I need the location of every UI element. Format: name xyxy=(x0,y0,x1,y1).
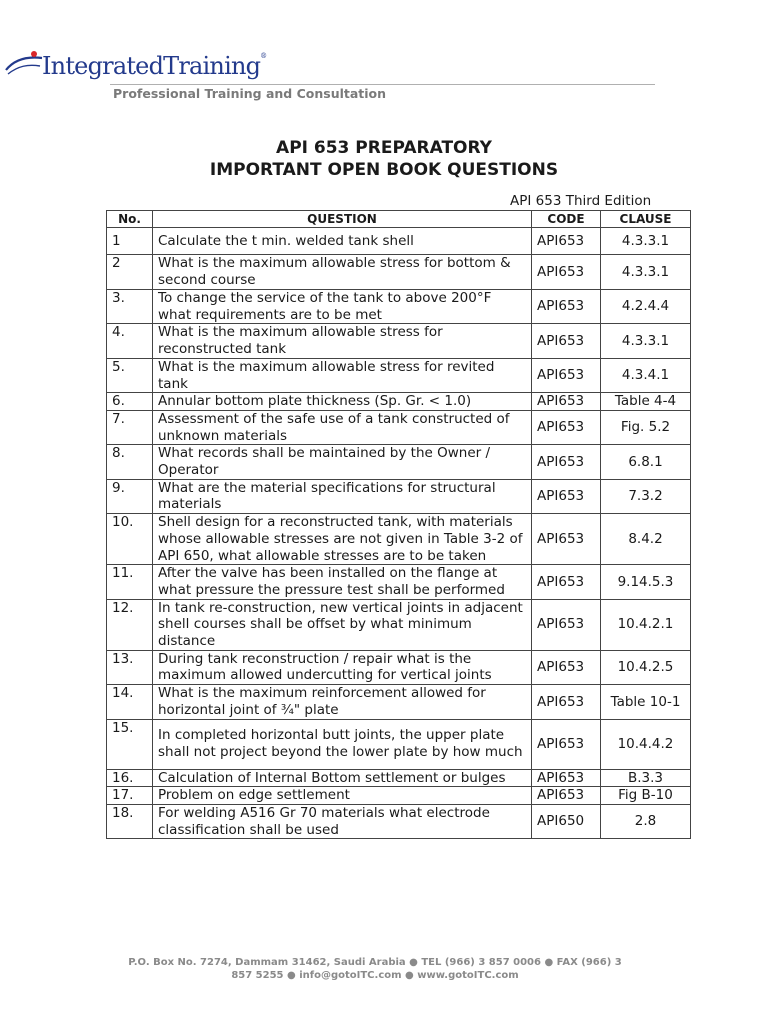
table-header-row xyxy=(107,211,691,228)
row-code: API653 xyxy=(532,393,601,411)
row-code: API653 xyxy=(532,228,601,255)
row-clause: 8.4.2 xyxy=(601,514,691,565)
header-code: CODE xyxy=(532,211,601,228)
row-clause: 4.3.3.1 xyxy=(601,324,691,358)
table-row xyxy=(107,804,691,838)
row-code: API650 xyxy=(532,804,601,838)
row-code: API653 xyxy=(532,599,601,650)
row-number: 7. xyxy=(107,410,153,444)
row-question: Calculate the t min. welded tank shell xyxy=(153,228,532,255)
row-code: API653 xyxy=(532,769,601,787)
table-row xyxy=(107,358,691,392)
tagline: Professional Training and Consultation xyxy=(113,86,387,101)
row-number: 2 xyxy=(107,255,153,290)
row-clause: Fig. 5.2 xyxy=(601,410,691,444)
table-row xyxy=(107,324,691,358)
row-question: To change the service of the tank to above 200°F what requirements are to be met xyxy=(153,290,532,324)
row-number: 5. xyxy=(107,358,153,392)
document-title-line1: API 653 PREPARATORY xyxy=(276,138,492,158)
row-code: API653 xyxy=(532,324,601,358)
row-question: What is the maximum allowable stress for bottom & second course xyxy=(153,255,532,290)
row-number: 12. xyxy=(107,599,153,650)
row-code: API653 xyxy=(532,685,601,719)
table-row xyxy=(107,650,691,684)
header-clause: CLAUSE xyxy=(601,211,691,228)
table-row xyxy=(107,393,691,411)
row-clause: 4.3.3.1 xyxy=(601,255,691,290)
row-question: What is the maximum allowable stress for revited tank xyxy=(153,358,532,392)
row-number: 8. xyxy=(107,445,153,479)
row-number: 6. xyxy=(107,393,153,411)
row-question: In completed horizontal butt joints, the upper plate shall not project beyond the lower plate by how much xyxy=(153,719,532,769)
row-question: Assessment of the safe use of a tank constructed of unknown materials xyxy=(153,410,532,444)
table-row xyxy=(107,228,691,255)
row-clause: 4.3.4.1 xyxy=(601,358,691,392)
row-clause: 7.3.2 xyxy=(601,479,691,513)
row-code: API653 xyxy=(532,410,601,444)
questions-table xyxy=(106,210,691,839)
table-row xyxy=(107,685,691,719)
row-number: 10. xyxy=(107,514,153,565)
table-row xyxy=(107,479,691,513)
row-clause: 6.8.1 xyxy=(601,445,691,479)
row-clause: 10.4.4.2 xyxy=(601,719,691,769)
row-question: Shell design for a reconstructed tank, with materials whose allowable stresses are not given in Table 3-2 of API 650, what allowable stresses are to be taken xyxy=(153,514,532,565)
table-row xyxy=(107,719,691,769)
row-number: 17. xyxy=(107,787,153,805)
row-number: 14. xyxy=(107,685,153,719)
row-number: 3. xyxy=(107,290,153,324)
row-clause: 10.4.2.5 xyxy=(601,650,691,684)
row-code: API653 xyxy=(532,479,601,513)
table-row xyxy=(107,565,691,599)
table-row xyxy=(107,255,691,290)
row-question: After the valve has been installed on the flange at what pressure the pressure test shall be performed xyxy=(153,565,532,599)
row-number: 9. xyxy=(107,479,153,513)
row-code: API653 xyxy=(532,255,601,290)
logo-brand-text: IntegratedTraining® xyxy=(42,52,267,80)
row-question: What is the maximum reinforcement allowed for horizontal joint of ¾" plate xyxy=(153,685,532,719)
row-number: 15. xyxy=(107,719,153,769)
row-question: Calculation of Internal Bottom settlement or bulges xyxy=(153,769,532,787)
table-row xyxy=(107,290,691,324)
row-code: API653 xyxy=(532,514,601,565)
company-logo xyxy=(4,48,267,88)
row-code: API653 xyxy=(532,290,601,324)
header-no: No. xyxy=(107,211,153,228)
row-code: API653 xyxy=(532,650,601,684)
footer-address-line2: 857 5255 ● info@gotoITC.com ● www.gotoITC.com xyxy=(231,970,519,981)
row-question: In tank re-construction, new vertical joints in adjacent shell courses shall be offset by what minimum distance xyxy=(153,599,532,650)
edition-label: API 653 Third Edition xyxy=(510,193,652,209)
table-row xyxy=(107,599,691,650)
row-question: What are the material specifications for structural materials xyxy=(153,479,532,513)
header-divider xyxy=(110,84,655,85)
footer-address-line1: P.O. Box No. 7274, Dammam 31462, Saudi Arabia ● TEL (966) 3 857 0006 ● FAX (966) 3 xyxy=(128,957,622,968)
row-number: 16. xyxy=(107,769,153,787)
row-question: Annular bottom plate thickness (Sp. Gr. < 1.0) xyxy=(153,393,532,411)
document-title-line2: IMPORTANT OPEN BOOK QUESTIONS xyxy=(209,160,559,180)
row-number: 18. xyxy=(107,804,153,838)
row-clause: 4.3.3.1 xyxy=(601,228,691,255)
header-question: QUESTION xyxy=(153,211,532,228)
table-row xyxy=(107,769,691,787)
row-code: API653 xyxy=(532,358,601,392)
row-clause: 4.2.4.4 xyxy=(601,290,691,324)
row-number: 11. xyxy=(107,565,153,599)
row-number: 4. xyxy=(107,324,153,358)
row-clause: 9.14.5.3 xyxy=(601,565,691,599)
table-row xyxy=(107,445,691,479)
row-question: What records shall be maintained by the Owner / Operator xyxy=(153,445,532,479)
row-number: 13. xyxy=(107,650,153,684)
row-clause: B.3.3 xyxy=(601,769,691,787)
row-code: API653 xyxy=(532,565,601,599)
row-code: API653 xyxy=(532,787,601,805)
row-clause: Table 4-4 xyxy=(601,393,691,411)
row-question: What is the maximum allowable stress for reconstructed tank xyxy=(153,324,532,358)
swoosh-logo-icon xyxy=(4,48,44,84)
row-clause: 2.8 xyxy=(601,804,691,838)
row-question: During tank reconstruction / repair what is the maximum allowed undercutting for vertical joints xyxy=(153,650,532,684)
row-code: API653 xyxy=(532,445,601,479)
row-clause: Fig B-10 xyxy=(601,787,691,805)
row-clause: 10.4.2.1 xyxy=(601,599,691,650)
row-question: For welding A516 Gr 70 materials what electrode classification shall be used xyxy=(153,804,532,838)
table-row xyxy=(107,514,691,565)
row-code: API653 xyxy=(532,719,601,769)
table-row xyxy=(107,787,691,805)
table-row xyxy=(107,410,691,444)
row-question: Problem on edge settlement xyxy=(153,787,532,805)
row-number: 1 xyxy=(107,228,153,255)
row-clause: Table 10-1 xyxy=(601,685,691,719)
